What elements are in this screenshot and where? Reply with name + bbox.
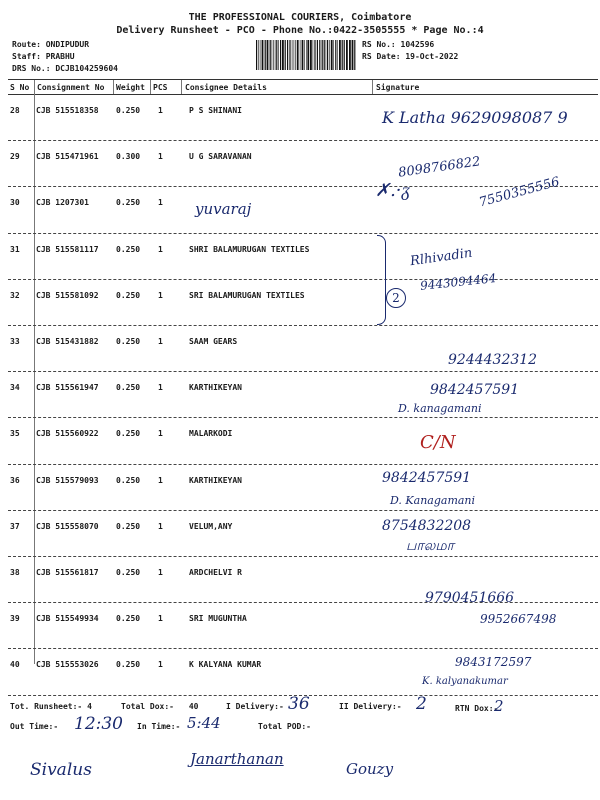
table-row: [8, 512, 598, 557]
row-sno: 36: [10, 475, 20, 485]
col-divider: [181, 80, 182, 94]
row-consignee: SRI BALAMURUGAN TEXTILES: [189, 290, 305, 300]
row-sno: 32: [10, 290, 20, 300]
barcode-bar: [276, 40, 277, 70]
row-weight: 0.250: [116, 614, 141, 624]
row-weight: 0.250: [116, 198, 141, 208]
barcode-bar: [300, 40, 301, 70]
row-pcs: 1: [158, 106, 163, 115]
signature-name: பாலமா: [406, 538, 454, 554]
row-pcs: 1: [158, 660, 163, 670]
barcode-bar: [278, 40, 279, 70]
row-weight: 0.250: [116, 475, 141, 485]
row-weight: 0.250: [116, 429, 141, 439]
row-weight: 0.250: [116, 383, 141, 393]
barcode-bar: [313, 40, 314, 70]
barcode-bar: [304, 40, 305, 70]
col-weight: Weight: [116, 83, 145, 92]
barcode-bar: [314, 40, 315, 70]
barcode-bar: [256, 40, 257, 70]
col-divider: [150, 80, 151, 94]
row-separator: [8, 648, 598, 649]
row-consignment-no: CJB 515561817: [36, 568, 99, 577]
row-weight: 0.250: [116, 106, 141, 115]
signature-note: 9244432312: [448, 352, 538, 368]
row-weight: 0.250: [116, 521, 141, 531]
row-consignment-no: CJB 515561947: [36, 383, 99, 393]
barcode-bar: [331, 40, 333, 70]
barcode: [256, 40, 356, 70]
row-pcs: 1: [158, 290, 163, 300]
barcode-bar: [307, 40, 309, 70]
row-consignment-no: CJB 515579093: [36, 475, 99, 485]
barcode-bar: [329, 40, 330, 70]
barcode-bar: [324, 40, 325, 70]
rs-date: RS Date: 19-Oct-2022: [362, 52, 459, 61]
row-consignee: ARDCHELVI R: [189, 568, 242, 577]
row-sno: 35: [10, 429, 20, 439]
row-weight: 0.250: [116, 337, 141, 346]
barcode-bar: [335, 40, 336, 70]
table-row: [8, 604, 598, 649]
barcode-bar: [322, 40, 323, 70]
barcode-bar: [267, 40, 269, 70]
barcode-bar: [289, 40, 290, 70]
signature-note: K Latha 9629098087 9: [382, 108, 568, 127]
row-pcs: 1: [158, 568, 163, 577]
signature-scribble: ✗.·ᵹ: [375, 180, 411, 201]
barcode-bar: [280, 40, 281, 70]
barcode-bar: [294, 40, 295, 70]
table-row: [8, 419, 598, 464]
table-row: [8, 281, 598, 326]
row-consignment-no: CJB 515581092: [36, 290, 99, 300]
row-sno: 38: [10, 568, 20, 577]
row-sno: 34: [10, 383, 20, 393]
row-consignee: SAAM GEARS: [189, 337, 238, 346]
row-consignment-no: CJB 515560922: [36, 429, 99, 439]
row-sno: 28: [10, 106, 20, 115]
barcode-bar: [333, 40, 334, 70]
barcode-bar: [282, 40, 284, 70]
col-signature: Signature: [376, 83, 420, 92]
row-separator: [8, 510, 598, 511]
row-weight: 0.250: [116, 568, 141, 577]
header-top-rule: [8, 79, 598, 80]
signature-note: 9842457591: [382, 470, 472, 486]
row-separator: [8, 140, 598, 141]
rtn-dox-label: RTN Dox:-: [455, 704, 499, 713]
signature-note: 7550355556: [477, 174, 562, 211]
table-row: [8, 235, 598, 280]
signature-note: C/N: [420, 432, 456, 453]
signature-name: D. kanagamani: [398, 402, 482, 415]
barcode-bar: [349, 40, 351, 70]
circled-count: 2: [386, 288, 406, 308]
col-sno: S No: [10, 83, 30, 92]
barcode-bar: [339, 40, 341, 70]
signature-note: 9443094464: [419, 271, 497, 293]
ii-delivery-value: 2: [416, 694, 427, 714]
in-time-value: 5:44: [187, 714, 221, 732]
row-consignment-no: CJB 515549934: [36, 614, 99, 624]
row-weight: 0.250: [116, 244, 141, 254]
signature-note: 8098766822: [397, 154, 482, 181]
row-pcs: 1: [158, 475, 163, 485]
signature-note: 9790451666: [425, 590, 515, 606]
col-consignment: Consignment No: [37, 83, 105, 92]
barcode-bar: [346, 40, 348, 70]
row-separator: [8, 279, 598, 280]
row-separator: [8, 325, 598, 326]
row-sno: 30: [10, 198, 20, 208]
i-delivery-value: 36: [288, 694, 310, 714]
barcode-bar: [317, 40, 318, 70]
row-consignment-no: CJB 515581117: [36, 244, 99, 254]
runsheet-subtitle: Delivery Runsheet - PCO - Phone No.:0422-3505555 * Page No.:4: [116, 25, 484, 36]
row-consignee: K KALYANA KUMAR: [189, 660, 262, 670]
row-pcs: 1: [158, 337, 163, 346]
row-consignment-no: CJB 1207301: [36, 198, 89, 208]
total-dox: Total Dox:- 40: [121, 702, 199, 711]
row-sno: 31: [10, 244, 20, 254]
staff-label: Staff: PRABHU: [12, 52, 75, 61]
drs-number: DRS No.: DCJB104259604: [12, 64, 118, 73]
barcode-bar: [272, 40, 273, 70]
company-title: THE PROFESSIONAL COURIERS, Coimbatore: [188, 12, 412, 23]
row-pcs: 1: [158, 152, 163, 162]
barcode-bar: [344, 40, 345, 70]
barcode-bar: [352, 40, 354, 70]
bottom-signature: Gouzy: [346, 760, 394, 778]
bracket-mark: [377, 235, 386, 325]
row-consignee: KARTHIKEYAN: [189, 383, 242, 393]
row-consignment-no: CJB 515471961: [36, 152, 99, 162]
row-sno: 40: [10, 660, 20, 670]
i-delivery-label: I Delivery:-: [226, 702, 284, 711]
barcode-bar: [337, 40, 338, 70]
out-time-label: Out Time:-: [10, 722, 59, 731]
row-consignee: VELUM,ANY: [189, 521, 233, 531]
row-consignee: KARTHIKEYAN: [189, 475, 242, 485]
rtn-dox-value: 2: [494, 697, 504, 715]
barcode-bar: [315, 40, 316, 70]
row-separator: [8, 233, 598, 234]
table-row: [8, 466, 598, 511]
row-sno: 39: [10, 614, 20, 624]
out-time-value: 12:30: [74, 714, 123, 734]
signature-note: 9842457591: [430, 382, 520, 398]
row-consignee: U G SARAVANAN: [189, 152, 252, 162]
row-consignee: MALARKODI: [189, 429, 233, 439]
header-bottom-rule: [8, 94, 598, 95]
row-consignee: SHRI BALAMURUGAN TEXTILES: [189, 244, 310, 254]
barcode-bar: [297, 40, 299, 70]
row-weight: 0.250: [116, 290, 141, 300]
row-weight: 0.300: [116, 152, 141, 162]
row-sno: 37: [10, 521, 20, 531]
row-separator: [8, 464, 598, 465]
total-pod-label: Total POD:-: [258, 722, 311, 731]
signature-name: D. Kanagamani: [390, 494, 476, 507]
barcode-bar: [265, 40, 266, 70]
col-divider: [372, 80, 373, 94]
row-sno: 33: [10, 337, 20, 346]
in-time-label: In Time:-: [137, 722, 181, 731]
row-consignee: SRI MUGUNTHA: [189, 614, 247, 624]
signature-note: 8754832208: [382, 518, 472, 534]
barcode-bar: [327, 40, 328, 70]
tot-runsheet: Tot. Runsheet:- 4: [10, 702, 92, 711]
row-pcs: 1: [158, 244, 163, 254]
barcode-bar: [319, 40, 320, 70]
barcode-bar: [354, 40, 355, 70]
barcode-bar: [258, 40, 259, 70]
barcode-bar: [326, 40, 327, 70]
barcode-bar: [285, 40, 286, 70]
row-sno: 29: [10, 152, 20, 162]
row-pcs: 1: [158, 521, 163, 531]
col-pcs: PCS: [153, 83, 168, 92]
barcode-bar: [342, 40, 343, 70]
row-separator: [8, 556, 598, 557]
row-pcs: 1: [158, 383, 163, 393]
rs-number: RS No.: 1042596: [362, 40, 435, 49]
signature-name: K. kalyanakumar: [422, 676, 508, 687]
barcode-bar: [292, 40, 293, 70]
row-pcs: 1: [158, 429, 163, 439]
ii-delivery-label: II Delivery:-: [339, 702, 402, 711]
row-pcs: 1: [158, 198, 163, 208]
barcode-bar: [275, 40, 276, 70]
row-consignment-no: CJB 515518358: [36, 106, 99, 115]
route-label: Route: ONDIPUDUR: [12, 40, 90, 49]
handwritten-consignee: yuvaraj: [195, 200, 252, 218]
row-consignment-no: CJB 515558070: [36, 521, 99, 531]
bottom-signature: Janarthanan: [190, 750, 284, 768]
row-consignee: P S SHINANI: [189, 106, 242, 115]
row-weight: 0.250: [116, 660, 141, 670]
barcode-bar: [295, 40, 296, 70]
bottom-signature: Sivalus: [30, 760, 92, 780]
row-consignment-no: CJB 515431882: [36, 337, 99, 346]
col-divider: [113, 80, 114, 94]
barcode-bar: [287, 40, 288, 70]
col-consignee: Consignee Details: [185, 83, 267, 92]
barcode-bar: [302, 40, 304, 70]
signature-note: 9843172597: [455, 655, 532, 669]
row-consignment-no: CJB 515553026: [36, 660, 99, 670]
row-pcs: 1: [158, 614, 163, 624]
table-row: [8, 142, 598, 187]
row-separator: [8, 371, 598, 372]
barcode-bar: [273, 40, 274, 70]
row-separator: [8, 417, 598, 418]
barcode-bar: [260, 40, 261, 70]
barcode-bar: [310, 40, 312, 70]
signature-note: Rlhivadin: [409, 245, 474, 270]
barcode-bar: [262, 40, 264, 70]
barcode-bar: [270, 40, 271, 70]
signature-note: 9952667498: [480, 612, 557, 626]
barcode-bar: [306, 40, 307, 70]
